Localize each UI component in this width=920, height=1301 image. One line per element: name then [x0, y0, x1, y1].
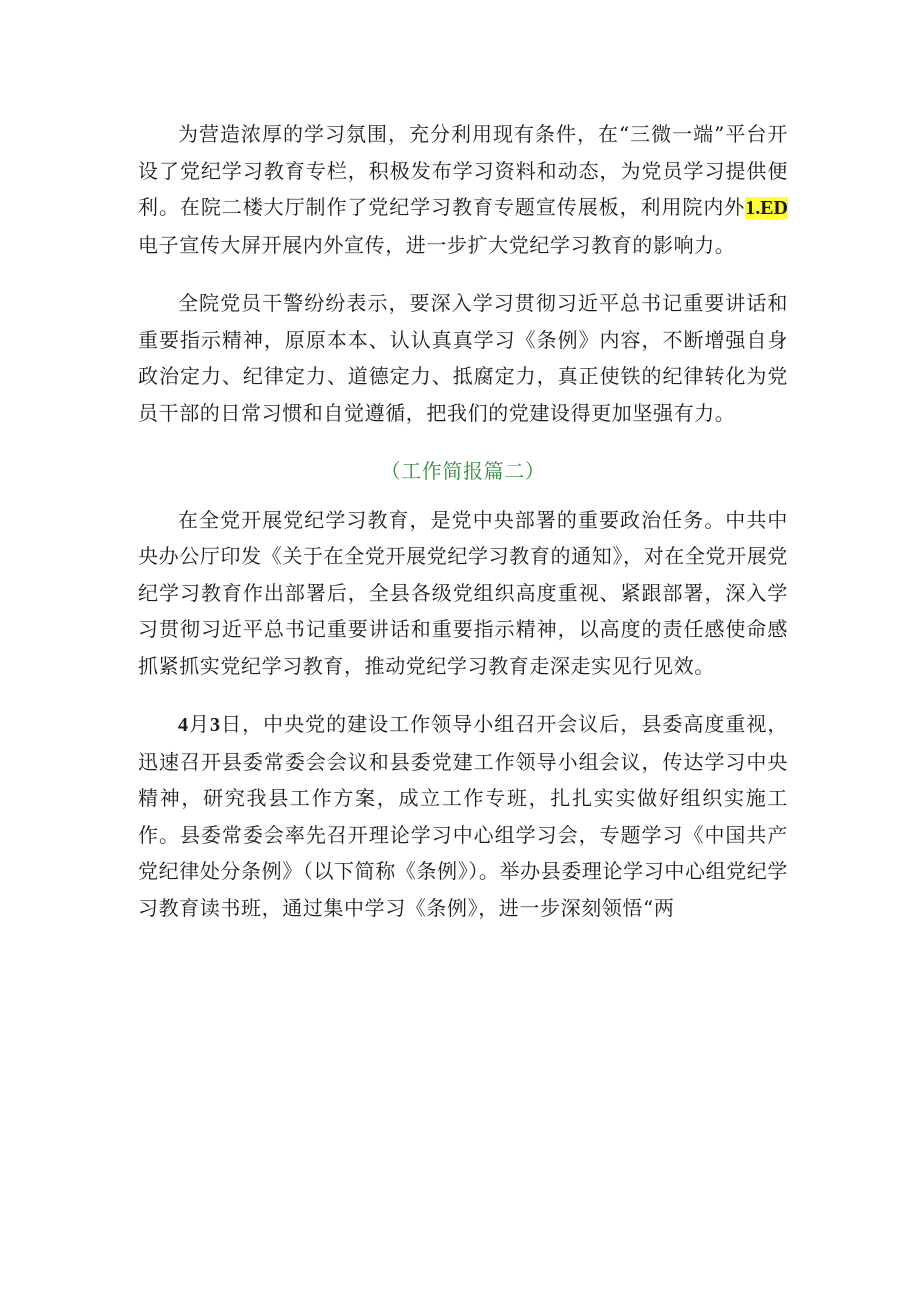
date-month-unit: 月 — [188, 712, 211, 736]
paragraph-publicity-text-start: 为营造浓厚的学习氛围，充分利用现有条件，在“三微一端”平台开设了党纪学习教育专栏，积极发布学习资料和动态，为党员学习提供便利。在院二楼大厅制作了党纪学习教育专题宣传展板，利用院内外 — [138, 122, 788, 219]
section-title: （工作简报篇二） — [380, 459, 546, 483]
paragraph-county-actions — [138, 706, 788, 926]
paragraph-deployment: 在全党开展党纪学习教育，是党中央部署的重要政治任务。中共中央办公厅印发《关于在全党开展党纪学习教育的通知》，对在全党开展党纪学习教育作出部署后，全县各级党组织高度重视、紧跟部署，深入学习贯彻习近平总书记重要讲话和重要指示精神，以高度的责任感使命感抓紧抓实党纪学习教育，推动党纪学习教育走深走实见行见效。 — [138, 507, 788, 678]
paragraph-publicity-text-end: 电子宣传大屏开展内外宣传，进一步扩大党纪学习教育的影响力。 — [138, 232, 736, 257]
paragraph-statement: 全院党员干警纷纷表示，要深入学习贯彻习近平总书记重要讲话和重要指示精神，原原本本、认认真真学习《条例》内容，不断增强自身政治定力、纪律定力、道德定力、抵腐定力，真正使铁的纪律转化为党员干部的日常习惯和自觉遵循，把我们的党建设得更加坚强有力。 — [138, 291, 788, 425]
document-body — [138, 116, 788, 926]
highlighted-led-text: 1.ED — [745, 197, 788, 219]
date-day: 3 — [210, 714, 221, 736]
paragraph-publicity — [138, 116, 788, 263]
paragraph-county-actions-text: 日，中央党的建设工作领导小组召开会议后，县委高度重视，迅速召开县委常委会会议和县委党建工作领导小组会议，传达学习中央精神，研究我县工作方案，成立工作专班，扎扎实实做好组织实施工作。县委常委会率先召开理论学习中心组学习会，专题学习《中国共产党纪律处分条例》（以下简称《条例》）。举办县委理论学习中心组党纪学习教育读书班，通过集中学习《条例》，进一步深刻领悟“两 — [138, 712, 788, 920]
date-month: 4 — [178, 714, 189, 736]
